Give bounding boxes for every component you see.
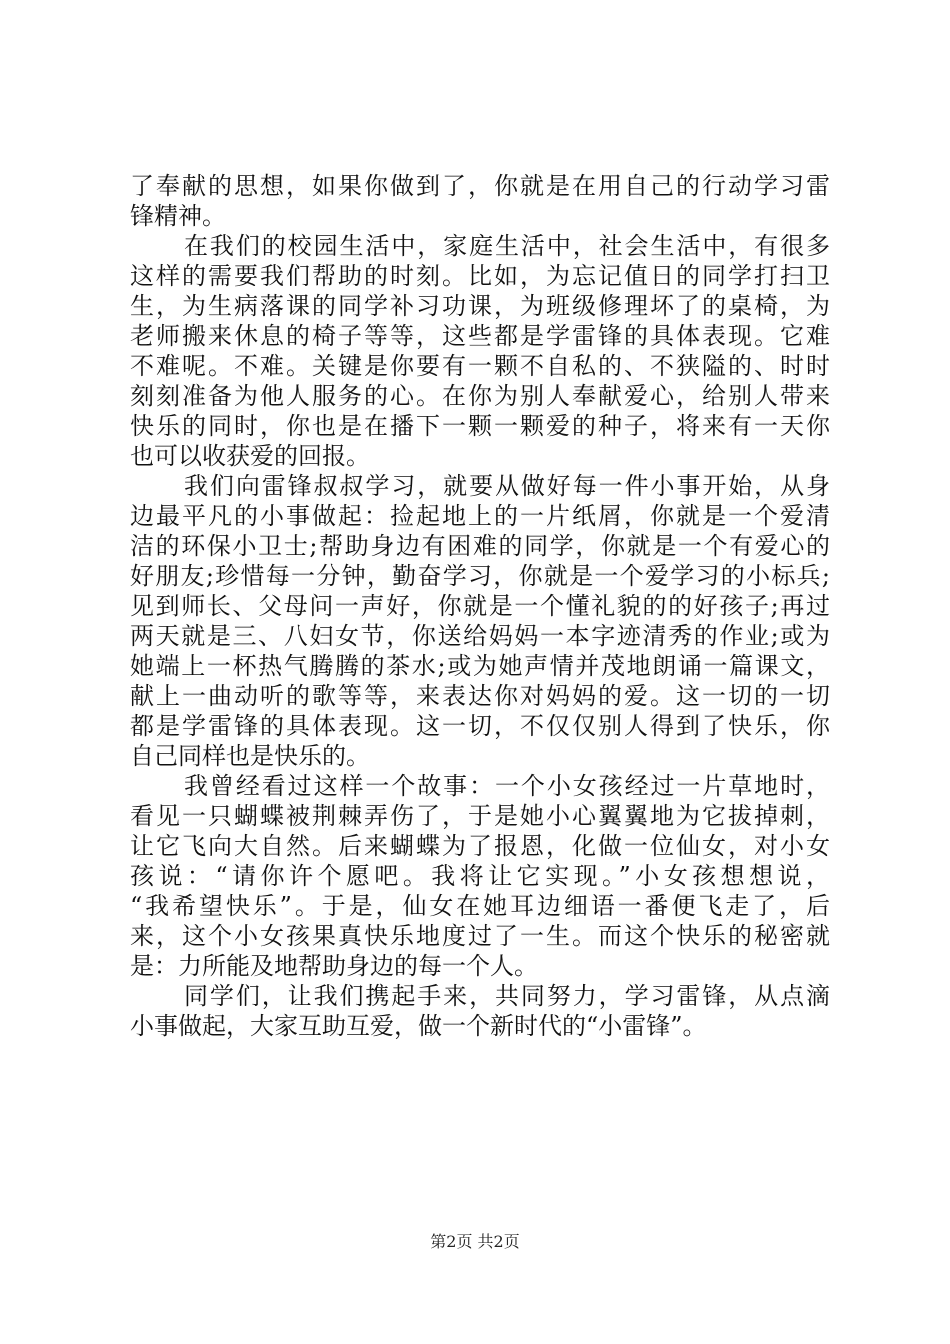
text-line: 边最平凡的小事做起：捡起地上的一片纸屑，你就是一个爱清	[130, 502, 830, 530]
text-line: 让它飞向大自然。后来蝴蝶为了报恩，化做一位仙女，对小女	[130, 832, 830, 860]
text-line: 了奉献的思想，如果你做到了，你就是在用自己的行动学习雷	[130, 172, 830, 200]
text-line: 来，这个小女孩果真快乐地度过了一生。而这个快乐的秘密就	[130, 922, 830, 950]
text-line: 我曾经看过这样一个故事：一个小女孩经过一片草地时，	[184, 772, 830, 800]
text-line: 老师搬来休息的椅子等等，这些都是学雷锋的具体表现。它难	[130, 322, 830, 350]
text-line: 见到师长、父母问一声好，你就是一个懂礼貌的的好孩子;再过	[130, 592, 830, 620]
text-line: 生，为生病落课的同学补习功课，为班级修理坏了的桌椅，为	[130, 292, 830, 320]
text-line: “我希望快乐”。于是，仙女在她耳边细语一番便飞走了，后	[130, 892, 830, 920]
page-number: 第2页 共2页	[430, 1232, 520, 1251]
text-line: 洁的环保小卫士;帮助身边有困难的同学，你就是一个有爱心的	[130, 532, 830, 560]
text-line: 这样的需要我们帮助的时刻。比如，为忘记值日的同学打扫卫	[130, 262, 830, 290]
text-line: 好朋友;珍惜每一分钟，勤奋学习，你就是一个爱学习的小标兵;	[130, 562, 830, 590]
text-line: 献上一曲动听的歌等等，来表达你对妈妈的爱。这一切的一切	[130, 682, 830, 710]
text-line: 不难呢。不难。关键是你要有一颗不自私的、不狭隘的、时时	[130, 352, 830, 380]
text-line: 我们向雷锋叔叔学习，就要从做好每一件小事开始，从身	[184, 472, 830, 500]
text-line: 同学们，让我们携起手来，共同努力，学习雷锋，从点滴	[184, 982, 830, 1010]
text-line: 锋精神。	[130, 202, 226, 230]
text-line: 小事做起，大家互助互爱，做一个新时代的“小雷锋”。	[130, 1012, 707, 1040]
text-line: 是：力所能及地帮助身边的每一个人。	[130, 952, 538, 980]
text-line: 刻刻准备为他人服务的心。在你为别人奉献爱心，给别人带来	[130, 382, 830, 410]
text-line: 她端上一杯热气腾腾的茶水;或为她声情并茂地朗诵一篇课文，	[130, 652, 830, 680]
text-line: 孩说：“请你许个愿吧。我将让它实现。”小女孩想想说，	[130, 862, 830, 890]
text-line: 看见一只蝴蝶被荆棘弄伤了，于是她小心翼翼地为它拔掉刺，	[130, 802, 830, 830]
text-line: 也可以收获爱的回报。	[130, 442, 370, 470]
text-line: 快乐的同时，你也是在播下一颗一颗爱的种子，将来有一天你	[130, 412, 830, 440]
text-line: 两天就是三、八妇女节，你送给妈妈一本字迹清秀的作业;或为	[130, 622, 830, 650]
text-line: 在我们的校园生活中，家庭生活中，社会生活中，有很多	[184, 232, 830, 260]
text-line: 都是学雷锋的具体表现。这一切，不仅仅别人得到了快乐，你	[130, 712, 830, 740]
text-line: 自己同样也是快乐的。	[130, 742, 370, 770]
page-footer	[0, 1232, 950, 1252]
document-body	[130, 171, 830, 1041]
